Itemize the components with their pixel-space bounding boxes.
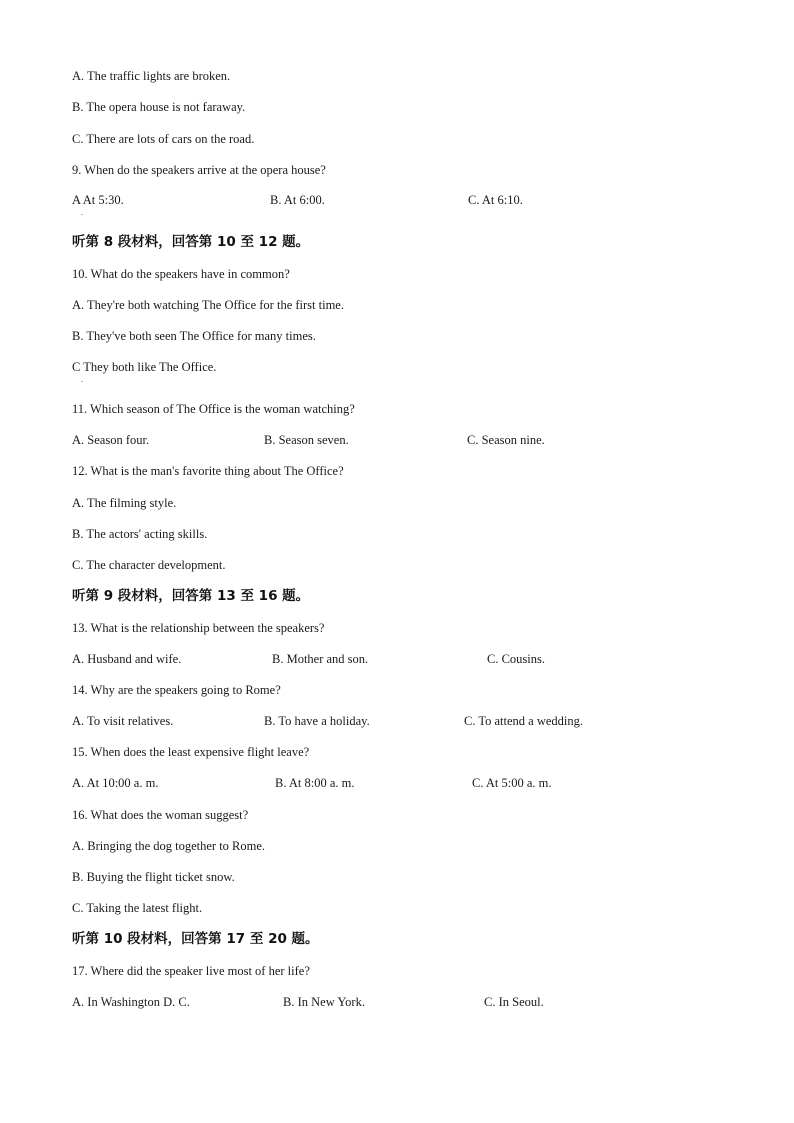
section-header-10: 听第 10 段材料，回答第 17 至 20 题。 bbox=[72, 931, 319, 947]
q15-option-b: B. At 8:00 a. m. bbox=[275, 776, 355, 790]
q11-option-a: A. Season four. bbox=[72, 433, 150, 447]
q12-question: 12. What is the man's favorite thing about The Office? bbox=[72, 464, 344, 478]
q11-option-b: B. Season seven. bbox=[264, 433, 349, 447]
q17-option-a: A. In Washington D. C. bbox=[72, 995, 190, 1009]
stray-dot: . bbox=[81, 375, 83, 384]
q16-option-c: C. Taking the latest flight. bbox=[72, 901, 203, 915]
q12-option-b: B. The actors' acting skills. bbox=[72, 527, 208, 541]
q17-question: 17. Where did the speaker live most of her life? bbox=[72, 964, 310, 978]
q17-option-b: B. In New York. bbox=[283, 995, 365, 1009]
q15-question: 15. When does the least expensive flight leave? bbox=[72, 745, 310, 759]
section-header-9: 听第 9 段材料，回答第 13 至 16 题。 bbox=[72, 588, 310, 604]
q10-question: 10. What do the speakers have in common? bbox=[72, 267, 290, 281]
q15-option-c: C. At 5:00 a. m. bbox=[472, 776, 552, 790]
q16-option-a: A. Bringing the dog together to Rome. bbox=[72, 839, 266, 853]
q16-option-b: B. Buying the flight ticket snow. bbox=[72, 870, 235, 884]
q8-option-c: C. There are lots of cars on the road. bbox=[72, 132, 255, 146]
q14-option-c: C. To attend a wedding. bbox=[464, 714, 584, 728]
q13-option-b: B. Mother and son. bbox=[272, 652, 369, 666]
q12-option-c: C. The character development. bbox=[72, 558, 226, 572]
q10-option-c: C They both like The Office. bbox=[72, 360, 217, 374]
q8-option-a: A. The traffic lights are broken. bbox=[72, 69, 231, 83]
q9-option-a: A At 5:30. bbox=[72, 193, 124, 207]
q13-option-a: A. Husband and wife. bbox=[72, 652, 182, 666]
q13-option-c: C. Cousins. bbox=[487, 652, 546, 666]
q11-question: 11. Which season of The Office is the woman watching? bbox=[72, 402, 355, 416]
q11-option-c: C. Season nine. bbox=[467, 433, 545, 447]
q14-question: 14. Why are the speakers going to Rome? bbox=[72, 683, 281, 697]
q9-option-b: B. At 6:00. bbox=[270, 193, 325, 207]
q17-option-c: C. In Seoul. bbox=[484, 995, 544, 1009]
q10-option-b: B. They've both seen The Office for many times. bbox=[72, 329, 316, 343]
q14-option-a: A. To visit relatives. bbox=[72, 714, 174, 728]
q16-question: 16. What does the woman suggest? bbox=[72, 808, 249, 822]
q13-question: 13. What is the relationship between the speakers? bbox=[72, 621, 325, 635]
q14-option-b: B. To have a holiday. bbox=[264, 714, 370, 728]
q10-option-a: A. They're both watching The Office for the first time. bbox=[72, 298, 344, 312]
q8-option-b: B. The opera house is not faraway. bbox=[72, 100, 246, 114]
section-header-8: 听第 8 段材料，回答第 10 至 12 题。 bbox=[72, 234, 310, 250]
q9-question: 9. When do the speakers arrive at the opera house? bbox=[72, 163, 326, 177]
q15-option-a: A. At 10:00 a. m. bbox=[72, 776, 159, 790]
stray-dot: . bbox=[81, 208, 83, 217]
q12-option-a: A. The filming style. bbox=[72, 496, 177, 510]
q9-option-c: C. At 6:10. bbox=[468, 193, 523, 207]
